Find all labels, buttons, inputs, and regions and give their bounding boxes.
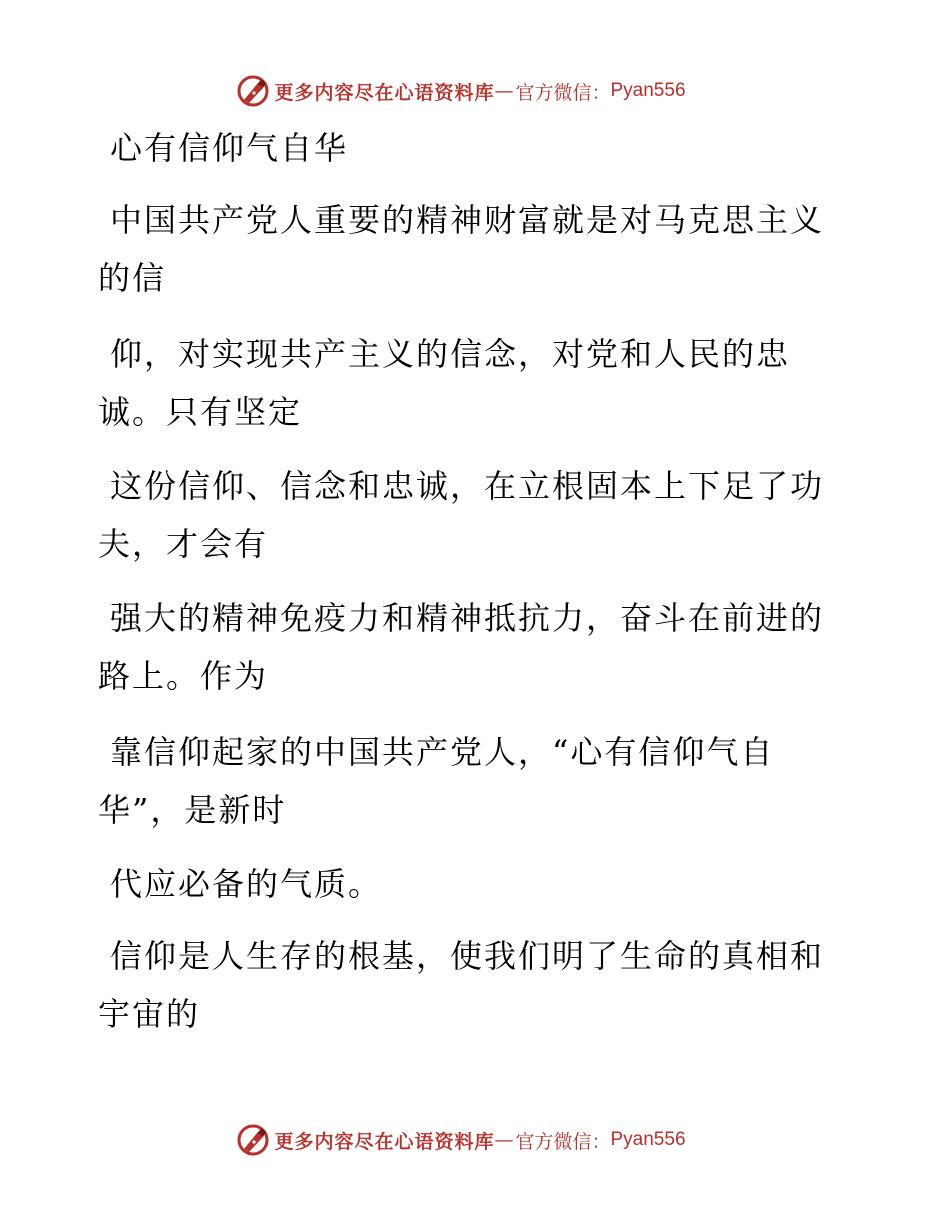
paragraph-line: 夫，才会有 xyxy=(98,525,269,563)
paragraph-line: 宇宙的 xyxy=(98,995,201,1033)
banner-wechat-id: Pyan556 xyxy=(610,1129,686,1150)
banner-separator: — xyxy=(494,1129,514,1151)
paragraph-line: 华”，是新时 xyxy=(98,791,287,829)
pen-nib-logo-icon xyxy=(236,74,270,108)
paragraph-line: 中国共产党人重要的精神财富就是对马克思主义 xyxy=(110,201,825,239)
paragraph-line: 靠信仰起家的中国共产党人，“心有信仰气自 xyxy=(110,733,775,771)
banner-wechat-id: Pyan556 xyxy=(610,80,686,101)
header-banner xyxy=(0,71,950,111)
document-title: 心有信仰气自华 xyxy=(110,129,349,167)
pen-nib-logo-icon xyxy=(236,1123,270,1157)
paragraph-line: 强大的精神免疫力和精神抵抗力，奋斗在前进的 xyxy=(110,599,825,637)
paragraph-line: 诚。只有坚定 xyxy=(98,393,303,431)
banner-site-text: 更多内容尽在心语资料库 xyxy=(274,1130,495,1153)
paragraph-line: 仰，对实现共产主义的信念，对党和人民的忠 xyxy=(110,335,791,373)
paragraph-line: 路上。作为 xyxy=(98,657,269,695)
footer-banner xyxy=(0,1120,950,1160)
banner-site-text: 更多内容尽在心语资料库 xyxy=(274,81,495,104)
banner-separator: — xyxy=(494,80,514,102)
banner-wechat-label: 官方微信： xyxy=(515,81,611,104)
paragraph-line: 代应必备的气质。 xyxy=(110,865,383,903)
banner-wechat-label: 官方微信： xyxy=(515,1130,611,1153)
paragraph-line: 这份信仰、信念和忠诚，在立根固本上下足了功 xyxy=(110,467,825,505)
paragraph-line: 信仰是人生存的根基，使我们明了生命的真相和 xyxy=(110,937,825,975)
paragraph-line: 的信 xyxy=(98,259,167,297)
